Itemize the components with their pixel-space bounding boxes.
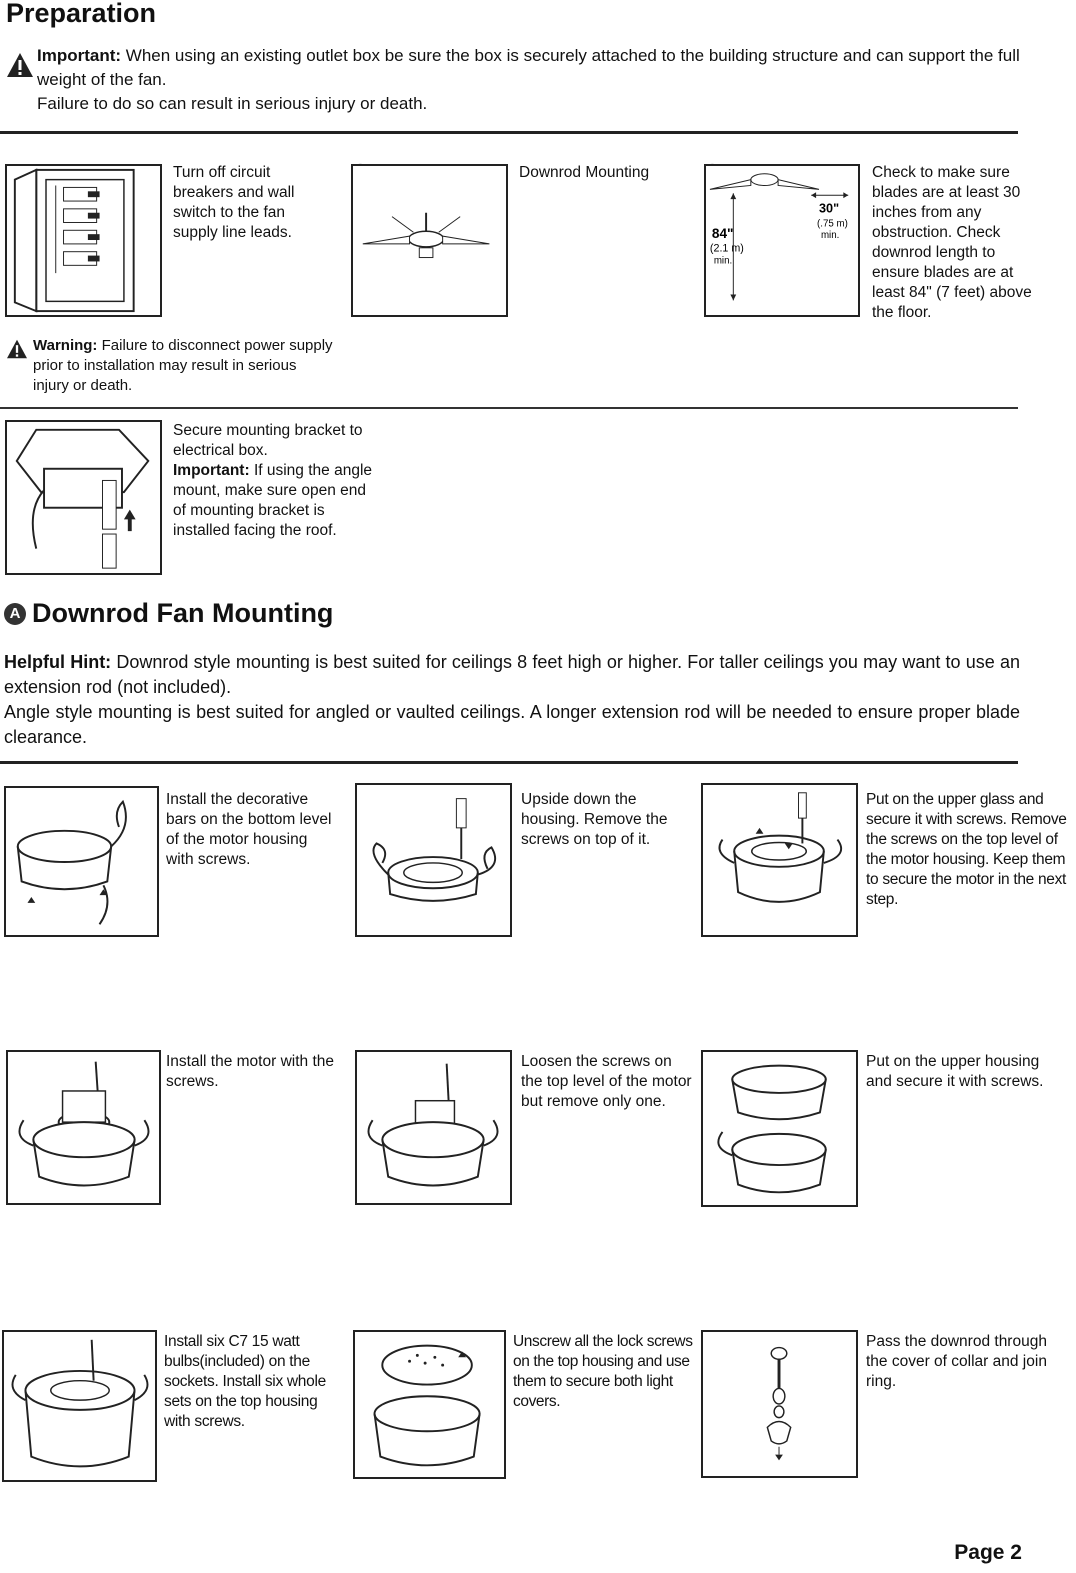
bulbs-install-image	[4, 1332, 155, 1480]
clearance-84-metric: (2.1 m)	[709, 242, 744, 255]
downrod-step-4-illustration	[6, 1050, 161, 1205]
clearance-diagram	[706, 166, 858, 315]
downrod-step-2-illustration	[355, 783, 512, 937]
warning-notice: Warning: Failure to disconnect power supply prior to installation may result in serious injury or death.	[33, 337, 333, 394]
warning-icon	[6, 52, 34, 78]
step-text: Turn off circuit breakers and wall switch to the fan supply line leads.	[173, 164, 295, 241]
step-text: Downrod Mounting	[519, 164, 650, 181]
step-text: Install six C7 15 watt bulbs(included) on the sockets. Install six whole sets on the top housing with screws.	[164, 1333, 326, 1430]
downrod-step-7-illustration	[2, 1330, 157, 1482]
step-text: Install the motor with the screws.	[166, 1053, 334, 1090]
clearance-30-metric: (.75 m)	[817, 218, 848, 230]
important-notice: Important: When using an existing outlet box be sure the box is securely attached to the building structure and can support the full weight of the fan. Failure to do so can result in serious injury or death.	[37, 46, 1020, 113]
step-2-illustration	[351, 164, 508, 317]
section-title: A Downrod Fan Mounting	[4, 598, 333, 629]
step-text: Check to make sure blades are at least 30 inches from any obstruction. Check downrod length to ensure blades are at least 84" (7 feet) above the floor.	[872, 164, 1032, 321]
section-badge-icon: A	[4, 603, 26, 625]
light-covers-image	[355, 1332, 504, 1477]
step-text: Loosen the screws on the top level of the motor but remove only one.	[521, 1053, 692, 1110]
downrod-step-1-illustration	[4, 786, 159, 937]
divider	[0, 407, 1018, 409]
motor-install-image	[8, 1052, 159, 1203]
clearance-30-min: min.	[820, 230, 840, 242]
important-label: Important:	[37, 46, 122, 65]
loosen-screws-image	[357, 1052, 510, 1203]
step-text: Secure mounting bracket to electrical box. Important: If using the angle mount, make sure open end of mounting bracket is installed facing the roof.	[173, 422, 373, 539]
warning-icon	[6, 339, 28, 359]
downrod-assembly-image	[703, 1332, 856, 1476]
step-text: Pass the downrod through the cover of collar and join ring.	[866, 1333, 1047, 1390]
downrod-step-5-illustration	[355, 1050, 512, 1205]
step-4-illustration	[5, 420, 162, 575]
downrod-step-9-illustration	[701, 1330, 858, 1478]
clearance-30-label: 30"	[819, 201, 840, 216]
downrod-step-6-illustration	[701, 1050, 858, 1207]
divider	[0, 761, 1018, 764]
clearance-84-min: min.	[713, 255, 733, 267]
upside-down-housing-image	[357, 785, 510, 935]
step-text: Put on the upper housing and secure it with screws.	[866, 1053, 1044, 1090]
step-1-illustration	[5, 164, 162, 317]
page-number: Page 2	[954, 1541, 1022, 1564]
step-text: Put on the upper glass and secure it with screws. Remove the screws on the top level of the motor housing. Keep them to secure the motor in the next step.	[866, 791, 1067, 908]
breaker-panel-image	[7, 166, 160, 315]
helpful-hint: Helpful Hint: Downrod style mounting is best suited for ceilings 8 feet high or higher. For taller ceilings you may want to use an extension rod (not included). Angle style mounting is best suited for angled or vaulted ceilings. A longer extension rod will be needed to ensure proper blade clearance.	[4, 652, 1021, 747]
upper-housing-image	[703, 1052, 856, 1205]
step-text: Upside down the housing. Remove the screws on top of it.	[521, 791, 668, 848]
step-3-illustration	[704, 164, 860, 317]
mounting-bracket-image	[7, 422, 160, 573]
upper-glass-image	[703, 785, 856, 935]
downrod-step-3-illustration	[701, 783, 858, 937]
step-text: Install the decorative bars on the bottom level of the motor housing with screws.	[166, 791, 332, 868]
housing-bars-image	[6, 788, 157, 935]
ceiling-fan-image	[353, 166, 506, 315]
step-text: Unscrew all the lock screws on the top housing and use them to secure both light covers.	[513, 1333, 693, 1410]
clearance-84-label: 84"	[711, 226, 734, 242]
divider	[0, 131, 1018, 134]
downrod-step-8-illustration	[353, 1330, 506, 1479]
page-title: Preparation	[6, 0, 157, 28]
